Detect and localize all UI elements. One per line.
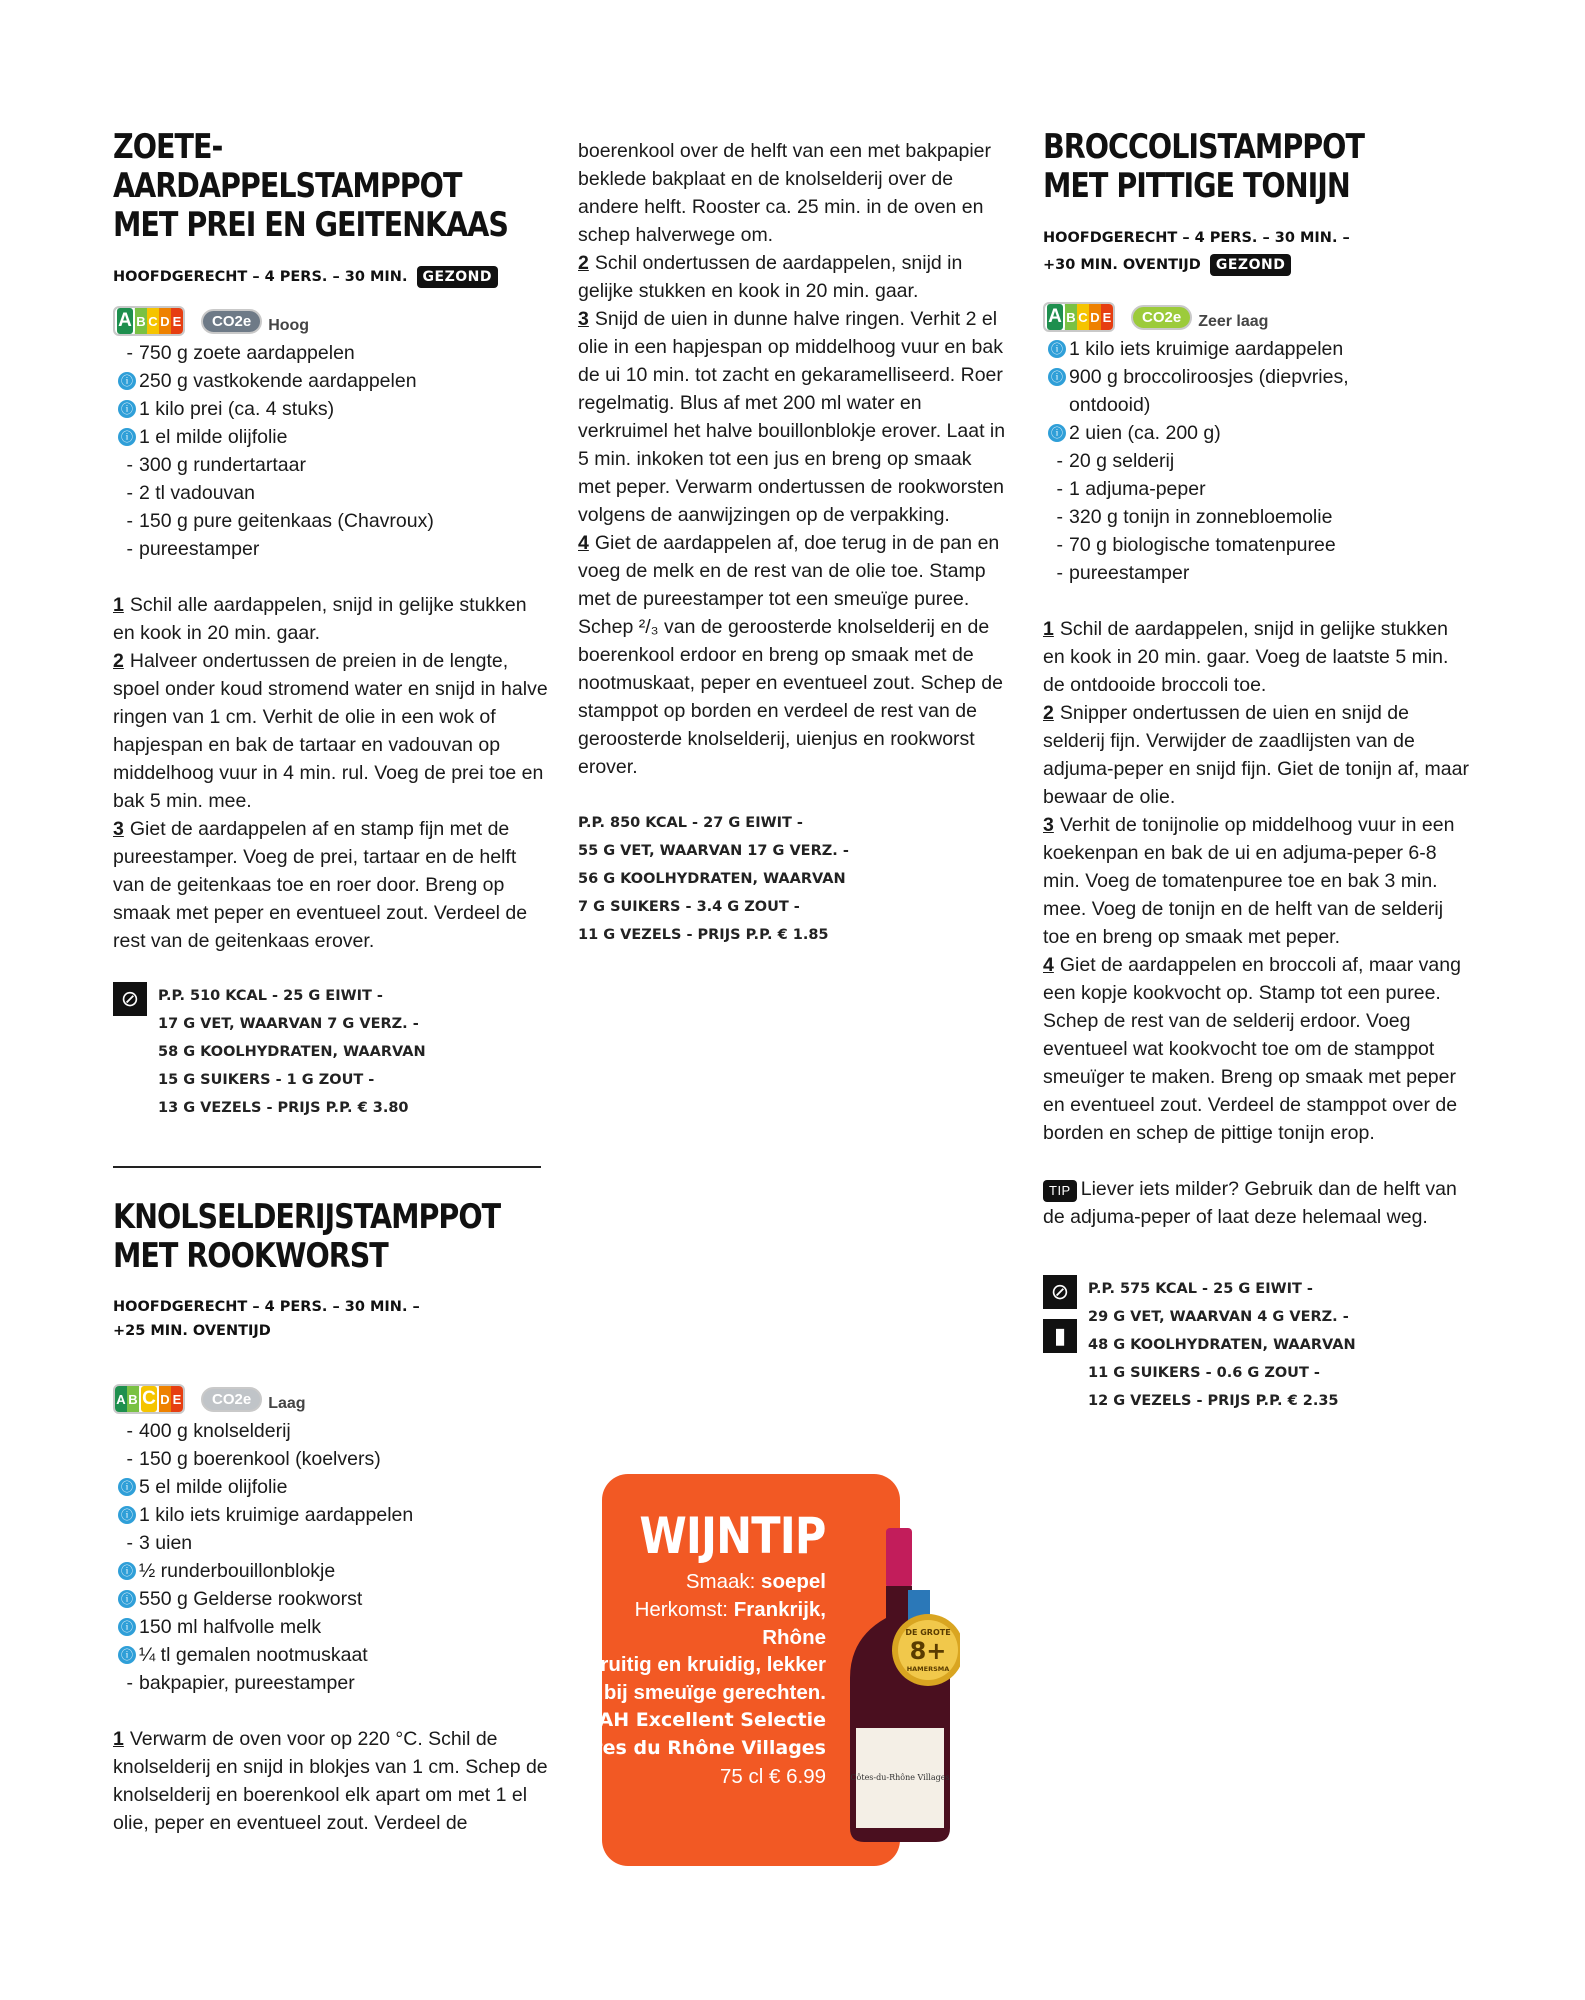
step: 3 Giet de aardappelen af en stamp fijn met de pureestamper. Voeg de prei, tartaar en de helft van de geitenkaas toe en roer door. Breng op smaak met peper en eventueel zout. Verdeel de rest van de geitenkaas erover. xyxy=(113,818,528,952)
recipe-2-meta: HOOFDGERECHT – 4 PERS. – 30 MIN. – +25 MIN. OVENTIJD xyxy=(113,1299,420,1339)
ingredient-item: - 1 adjuma-peper xyxy=(1056,478,1206,500)
co2-label: Laag xyxy=(268,1395,306,1412)
ingredient-item: - pureestamper xyxy=(126,538,260,560)
step: 2 Snipper ondertussen de uien en snijd de selderij fijn. Verwijder de zaadlijsten van de adjuma-peper en snijd fijn. Giet de tonijn af, maar bewaar de olie. xyxy=(1043,702,1469,808)
healthy-choice-icon: ⓘ xyxy=(1048,368,1066,386)
ingredient-item: - 750 g zoete aardappelen xyxy=(126,342,355,364)
healthy-choice-icon: ⓘ xyxy=(1048,424,1066,442)
nutri-score-d: D xyxy=(159,1386,171,1412)
healthy-choice-icon: ⓘ xyxy=(118,400,136,418)
recipe-2-scores xyxy=(113,1383,548,1415)
svg-text:DE GROTE: DE GROTE xyxy=(905,1628,951,1637)
nutrition-info xyxy=(113,982,548,1122)
column-middle xyxy=(578,137,1008,949)
step: 1 Schil alle aardappelen, snijd in gelijke stukken en kook in 20 min. gaar. xyxy=(113,594,527,644)
nutri-score-c: C xyxy=(147,308,159,334)
gezond-badge: GEZOND xyxy=(1210,254,1291,276)
healthy-choice-icon: ⓘ xyxy=(118,428,136,446)
recipe-2-steps xyxy=(113,1725,548,1837)
recipe-1-scores xyxy=(113,305,548,337)
nutri-score-d: D xyxy=(1089,304,1101,330)
recipe-2-steps-cont xyxy=(578,137,1008,781)
ingredient-item: ontdooid) xyxy=(1069,394,1151,416)
ingredient-item: ⓘ ½ runderbouillonblokje xyxy=(113,1557,548,1585)
co2-cloud-icon: CO2e xyxy=(201,1387,262,1412)
column-right xyxy=(1043,128,1473,1415)
healthy-choice-icon: ⓘ xyxy=(118,1562,136,1580)
ingredient-item: - 400 g knolselderij xyxy=(126,1420,291,1442)
nutri-score-c: C xyxy=(1077,304,1089,330)
healthy-choice-icon: ⓘ xyxy=(118,1646,136,1664)
nutri-score-d: D xyxy=(159,308,171,334)
ingredient-item: - 150 g boerenkool (koelvers) xyxy=(126,1448,381,1470)
nutrition-line: P.P. 850 KCAL - 27 G EIWIT - xyxy=(578,815,803,831)
co2-label: Hoog xyxy=(268,317,310,334)
ingredient-item: ⓘ 1 kilo iets kruimige aardappelen xyxy=(1043,335,1473,363)
gluten-free-icon: ⊘ xyxy=(113,982,147,1016)
healthy-choice-icon: ⓘ xyxy=(118,1618,136,1636)
ingredient-item: ⓘ 900 g broccoliroosjes (diepvries, xyxy=(1043,363,1473,391)
ingredient-item: ⓘ 1 el milde olijfolie xyxy=(113,423,548,451)
nutrition-info xyxy=(578,809,1008,949)
step: 2 Schil ondertussen de aardappelen, snijd in gelijke stukken en kook in 20 min. gaar. xyxy=(578,252,963,302)
nutri-score-e: E xyxy=(171,1386,183,1412)
svg-text:8+: 8+ xyxy=(909,1637,947,1665)
recipe-3-steps xyxy=(1043,615,1473,1147)
recipe-1-steps xyxy=(113,591,548,955)
nutri-score-b: B xyxy=(1065,304,1077,330)
nutri-score-c: C xyxy=(139,1384,159,1414)
step: 1 Schil de aardappelen, snijd in gelijke stukken en kook in 20 min. gaar. Voeg de laatste 5 min. de ontdooide broccoli toe. xyxy=(1043,618,1449,696)
ingredient-item: - bakpapier, pureestamper xyxy=(126,1672,355,1694)
ingredient-item: - 70 g biologische tomatenpuree xyxy=(1056,534,1336,556)
step: 3 Snijd de uien in dunne halve ringen. Verhit 2 el olie in een hapjespan op middelhoog vuur en bak de ui 10 min. tot zacht en gekaramelliseerd. Roer regelmatig. Blus af met 200 ml water en verkruimel het halve bouillonblokje erover. Laat in 5 min. inkoken tot een jus en breng op smaak met peper. Verwarm ondertussen de rookworsten volgens de aanwijzingen op de verpakking. xyxy=(578,308,1006,526)
step: 4 Giet de aardappelen en broccoli af, maar vang een kopje kookvocht op. Stamp tot een puree. Schep de rest van de selderij erdoor. Voeg eventueel wat kookvocht toe om de stamppot smeuïger te maken. Breng op smaak met peper en eventueel zout. Verdeel de stamppot over de borden en schep de pittige tonijn erop. xyxy=(1043,954,1461,1144)
healthy-choice-icon: ⓘ xyxy=(118,1478,136,1496)
tip: TIP Liever iets milder? Gebruik dan de helft van de adjuma-peper of laat deze helemaal weg. xyxy=(1043,1178,1457,1228)
ingredient-item: ⓘ 550 g Gelderse rookworst xyxy=(113,1585,548,1613)
healthy-choice-icon: ⓘ xyxy=(118,1590,136,1608)
co2-score xyxy=(201,307,309,335)
nutrition-line: 48 G KOOLHYDRATEN, WAARVAN xyxy=(1088,1337,1356,1353)
nutri-score-e: E xyxy=(171,308,183,334)
step: 2 Halveer ondertussen de preien in de lengte, spoel onder koud stromend water en snijd in halve ringen van 1 cm. Verhit de olie in een wok of hapjespan en bak de tartaar en vadouvan op middelhoog vuur in 4 min. rul. Voeg de prei toe en bak 5 min. mee. xyxy=(113,650,548,812)
step: 3 Verhit de tonijnolie op middelhoog vuur in een koekenpan en bak de ui en adjuma-peper 6-8 min. Voeg de tomatenpuree toe en bak 3 min. mee. Voeg de tonijn en de helft van de selderij toe en breng op smaak met peper. xyxy=(1043,814,1455,948)
co2-cloud-icon: CO2e xyxy=(201,309,262,334)
nutrition-line: P.P. 575 KCAL - 25 G EIWIT - xyxy=(1088,1281,1313,1297)
gezond-badge: GEZOND xyxy=(417,266,498,288)
column-left xyxy=(113,128,548,1837)
ingredient-item: ⓘ ¼ tl gemalen nootmuskaat xyxy=(113,1641,548,1669)
ingredient-item: - 20 g selderij xyxy=(1056,450,1175,472)
recipe-1-meta: HOOFDGERECHT – 4 PERS. – 30 MIN. GEZOND xyxy=(113,264,548,291)
nutrition-line: 11 G VEZELS - PRIJS P.P. € 1.85 xyxy=(578,927,829,943)
recipe-2-steps-more xyxy=(578,249,1008,781)
recipe-1 xyxy=(113,128,548,1122)
nutri-score-e: E xyxy=(1101,304,1113,330)
co2-score xyxy=(201,1385,306,1413)
ingredient-item: - 300 g rundertartaar xyxy=(126,454,306,476)
tip-badge: TIP xyxy=(1043,1180,1077,1202)
co2-label: Zeer laag xyxy=(1198,313,1269,330)
ingredient-item: ⓘ 150 ml halfvolle melk xyxy=(113,1613,548,1641)
nutrition-line: 29 G VET, WAARVAN 4 G VERZ. - xyxy=(1088,1309,1349,1325)
step: 4 Giet de aardappelen af, doe terug in de pan en voeg de melk en de rest van de olie toe. Stamp met de pureestamper tot een smeuïge puree. Schep ²/₃ van de geroosterde knolselderij en de boerenkool erdoor en breng op smaak met de nootmuskaat, peper en eventueel zout. Schep de stamppot op borden en verdeel de rest van de geroosterde knolselderij, uienjus en rookworst erover. xyxy=(578,532,1003,778)
healthy-choice-icon: ⓘ xyxy=(118,372,136,390)
ingredient-item: ⓘ 250 g vastkokende aardappelen xyxy=(113,367,548,395)
ingredient-item: ⓘ 2 uien (ca. 200 g) xyxy=(1043,419,1473,447)
nutri-score xyxy=(113,1384,185,1414)
nutri-score-a: A xyxy=(115,1386,127,1412)
wine-bottle-image xyxy=(840,1528,960,1843)
recipe-2 xyxy=(113,1198,548,1837)
nutri-score xyxy=(1043,302,1115,332)
recipe-3-title: BROCCOLISTAMPPOT MET PITTIGE TONIJN xyxy=(1043,127,1364,206)
wine-tip-title: WIJNTIP xyxy=(639,1507,826,1565)
lactose-free-icon: ▮ xyxy=(1043,1319,1077,1353)
divider xyxy=(113,1166,541,1168)
nutri-score-a: A xyxy=(115,306,135,336)
nutri-score-b: B xyxy=(135,308,147,334)
nutrition-line: 17 G VET, WAARVAN 7 G VERZ. - xyxy=(158,1016,419,1032)
ingredient-item: ⓘ 5 el milde olijfolie xyxy=(113,1473,548,1501)
ingredient-list xyxy=(1043,335,1473,587)
nutrition-info xyxy=(1043,1275,1473,1415)
ingredient-item: - 150 g pure geitenkaas (Chavroux) xyxy=(126,510,434,532)
ingredient-item: - 2 tl vadouvan xyxy=(126,482,256,504)
healthy-choice-icon: ⓘ xyxy=(1048,340,1066,358)
nutrition-line: 55 G VET, WAARVAN 17 G VERZ. - xyxy=(578,843,849,859)
nutri-score xyxy=(113,306,185,336)
recipe-3-meta: HOOFDGERECHT – 4 PERS. – 30 MIN. – +30 MIN. OVENTIJD GEZOND xyxy=(1043,225,1473,279)
ingredient-item: ⓘ 1 kilo iets kruimige aardappelen xyxy=(113,1501,548,1529)
ingredient-item: - 3 uien xyxy=(126,1532,193,1554)
recipe-3 xyxy=(1043,128,1473,1415)
healthy-choice-icon: ⓘ xyxy=(118,1506,136,1524)
nutrition-line: 13 G VEZELS - PRIJS P.P. € 3.80 xyxy=(158,1100,409,1116)
nutrition-line: 11 G SUIKERS - 0.6 G ZOUT - xyxy=(1088,1365,1320,1381)
step-continued: boerenkool over de helft van een met bakpapier beklede bakplaat en de knolselderij over de andere helft. Rooster ca. 25 min. in de oven en schep halverwege om. xyxy=(578,140,992,246)
nutri-score-a: A xyxy=(1045,302,1065,332)
ingredient-item: - 320 g tonijn in zonnebloemolie xyxy=(1056,506,1333,528)
nutrition-line: 15 G SUIKERS - 1 G ZOUT - xyxy=(158,1072,375,1088)
nutrition-line: 58 G KOOLHYDRATEN, WAARVAN xyxy=(158,1044,426,1060)
co2-score xyxy=(1131,303,1268,331)
nutri-score-b: B xyxy=(127,1386,139,1412)
nutrition-line: 12 G VEZELS - PRIJS P.P. € 2.35 xyxy=(1088,1393,1339,1409)
ingredient-list xyxy=(113,1417,548,1697)
step: 1 Verwarm de oven voor op 220 °C. Schil de knolselderij en snijd in blokjes van 1 cm. Schep de knolselderij en boerenkool elk apart om met 1 el olie, peper en eventueel zout. Verdeel de xyxy=(113,1728,548,1834)
recipe-2-title: KNOLSELDERIJSTAMPPOT MET ROOKWORST xyxy=(113,1197,501,1276)
gluten-free-icon: ⊘ xyxy=(1043,1275,1077,1309)
bottle-label-text: Côtes-du-Rhône Villages xyxy=(850,1773,950,1782)
wine-tip-body: Smaak: soepel Herkomst: Frankrijk, Rhône Fruitig en kruidig, lekker bij smeuïge gerechten. AH Excellent Selectie Côtes du Rhône Villages 75 cl € 6.99 xyxy=(566,1570,826,1788)
nutrition-line: 56 G KOOLHYDRATEN, WAARVAN xyxy=(578,871,846,887)
ingredient-list xyxy=(113,339,548,563)
co2-cloud-icon: CO2e xyxy=(1131,305,1192,330)
ingredient-item: - pureestamper xyxy=(1056,562,1190,584)
svg-text:HAMERSMA: HAMERSMA xyxy=(906,1665,950,1673)
recipe-3-scores xyxy=(1043,301,1473,333)
nutrition-line: 7 G SUIKERS - 3.4 G ZOUT - xyxy=(578,899,800,915)
recipe-1-title: ZOETE-AARDAPPELSTAMPPOT MET PREI EN GEITENKAAS xyxy=(113,127,508,245)
nutrition-line: P.P. 510 KCAL - 25 G EIWIT - xyxy=(158,988,383,1004)
ingredient-item: ⓘ 1 kilo prei (ca. 4 stuks) xyxy=(113,395,548,423)
